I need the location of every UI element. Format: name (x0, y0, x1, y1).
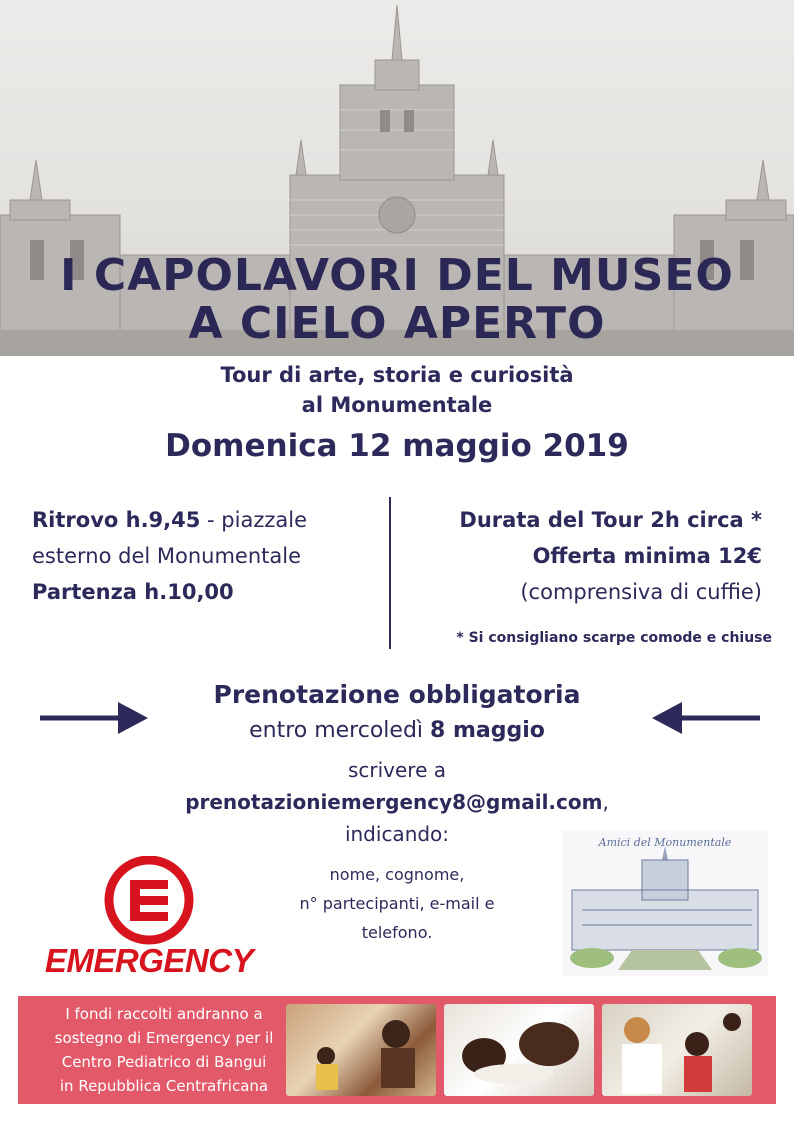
required-field-3: telefono. (361, 923, 433, 942)
banner-line3: Centro Pediatrico di Bangui (61, 1053, 267, 1071)
banner-line2: sostegno di Emergency per il (54, 1029, 274, 1047)
arrow-left-icon (650, 700, 760, 736)
meeting-place: - piazzale (200, 508, 307, 532)
subtitle-line1: Tour di arte, storia e curiosità (220, 363, 574, 387)
photo-baby-sleeping (444, 1004, 594, 1096)
email-suffix: , (602, 790, 609, 814)
banner-line4: in Repubblica Centrafricana (59, 1077, 269, 1095)
minimum-offer: Offerta minima 12€ (532, 544, 762, 568)
column-divider (389, 497, 391, 649)
fundraising-banner (18, 996, 776, 1104)
meeting-place-continued: esterno del Monumentale (32, 544, 302, 568)
hero-image (0, 0, 794, 356)
banner-line1: I fondi raccolti andranno a (65, 1005, 263, 1023)
required-field-1: nome, cognome, (329, 865, 465, 884)
email-line (160, 790, 634, 814)
departure-time: Partenza h.10,00 (32, 580, 234, 604)
baby-photo-icon (444, 1004, 594, 1096)
arrow-right-icon (40, 700, 150, 736)
shoes-note: * Si consigliano scarpe comode e chiuse (456, 630, 772, 646)
banner-text (34, 1002, 294, 1098)
monumentale-watercolor-icon (562, 830, 768, 976)
booking-deadline (160, 718, 634, 743)
children-photo-icon (286, 1004, 436, 1096)
amici-del-monumentale-logo (562, 830, 768, 976)
emergency-wordmark: EMERGENCY (44, 942, 254, 979)
booking-title: Prenotazione obbligatoria (213, 680, 581, 709)
page-title-line2: A CIELO APERTO (188, 298, 606, 349)
deadline-date: 8 maggio (430, 718, 545, 743)
meeting-info (32, 502, 382, 610)
tour-info (400, 502, 762, 610)
tour-duration: Durata del Tour 2h circa * (459, 508, 762, 532)
offer-note: (comprensiva di cuffie) (520, 580, 762, 604)
booking-email[interactable]: prenotazioniemergency8@gmail.com (185, 790, 603, 814)
event-date: Domenica 12 maggio 2019 (165, 428, 629, 464)
photo-children-ward (286, 1004, 436, 1096)
indicating-label: indicando: (344, 822, 450, 846)
deadline-prefix: entro mercoledì (249, 718, 431, 743)
photo-doctor-child (602, 1004, 752, 1096)
meeting-time: Ritrovo h.9,45 (32, 508, 201, 532)
amici-logo-text: Amici del Monumentale (598, 836, 732, 849)
page-title-line1: I CAPOLAVORI DEL MUSEO (60, 250, 734, 301)
subtitle-line2: al Monumentale (301, 393, 493, 417)
required-field-2: n° partecipanti, e-mail e (299, 894, 495, 913)
emergency-logo (44, 856, 254, 980)
write-to-label: scrivere a (347, 758, 447, 782)
doctor-photo-icon (602, 1004, 752, 1096)
